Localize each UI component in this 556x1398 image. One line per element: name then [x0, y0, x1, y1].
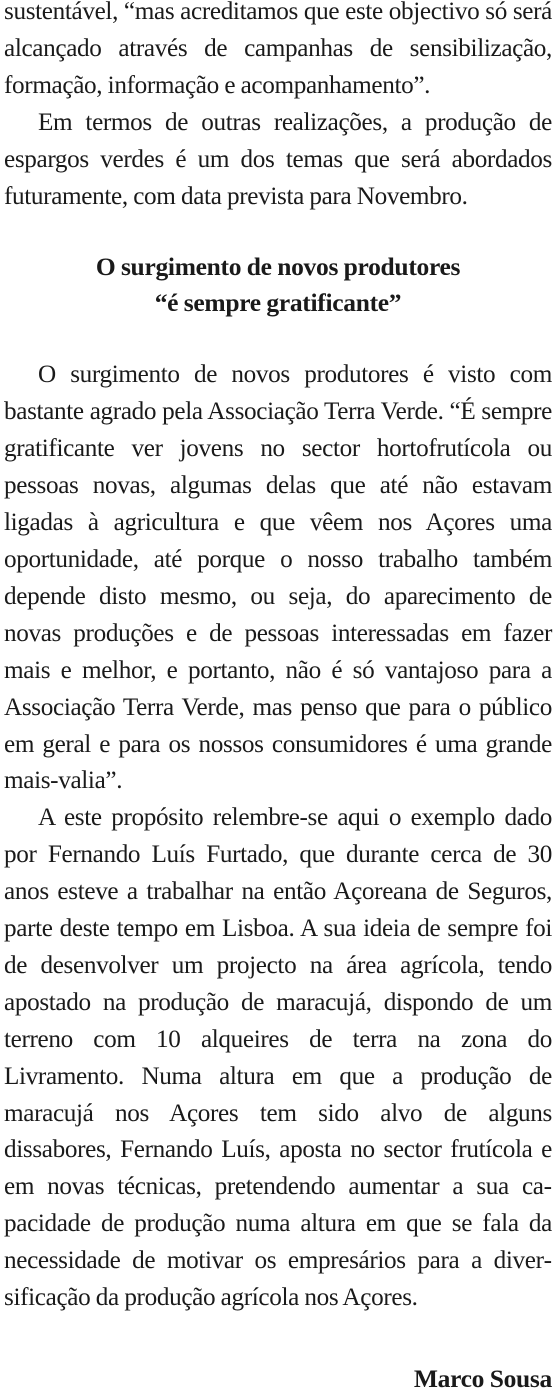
paragraph-example-producer: A este propósito relembre-se aqui o exemplo dado por Fernando Luís Furtado, que durante cerca de 30 anos esteve a trabalhar na então Açoreana de Seguros, parte deste tempo em Lisboa. A sua ideia de sempre foi de desenvolver um projecto na área agrícola, tendo apostado na produção de maracujá, dispondo de um terreno com 10 alqueires de terra na zona do Livramento. Numa altura em que a produção de maracujá nos Açores tem sido alvo de alguns dissabores, Fernando Luís, aposta no sector frutícola e em novas técnicas, pretendendo aumentar a sua capacidade de produção numa altura em que se fala da necessidade de motivar os empresários para a diversificação da produção agrícola nos Açores. — [4, 804, 552, 1312]
paragraph-continuation: sustentável, “mas acreditamos que este objectivo só será alcançado através de campanhas de sensibilização, formação, informação e acompanhamento”. — [4, 0, 552, 99]
article-column — [4, 0, 552, 1398]
section-heading-line-1: O surgimento de novos produtores — [95, 252, 461, 282]
section-heading — [4, 249, 552, 321]
author-byline: Marco Sousa — [413, 1364, 552, 1393]
paragraph-new-producers: O surgimento de novos produtores é visto com bastante agrado pela Associação Terra Verde. “É sempre gratificante ver jovens no sector hortofrutícola ou pessoas novas, algumas delas que até não estavam ligadas à agricultura e que vêem nos Açores uma oportunidade, até porque o nosso trabalho também depende disto mesmo, ou seja, do aparecimento de novas produções e de pessoas interessadas em fazer mais e melhor, e portanto, não é só vantajoso para a Associação Terra Verde, mas penso que para o público em geral e para os nossos consumidores é uma grande mais-valia”. — [4, 361, 552, 795]
section-heading-line-2: “é sempre gratificante” — [154, 288, 402, 318]
paragraph-other-realizations: Em termos de outras realizações, a produção de espargos verdes é um dos temas que será abordados futuramente, com data prevista para Novembro. — [4, 108, 552, 210]
